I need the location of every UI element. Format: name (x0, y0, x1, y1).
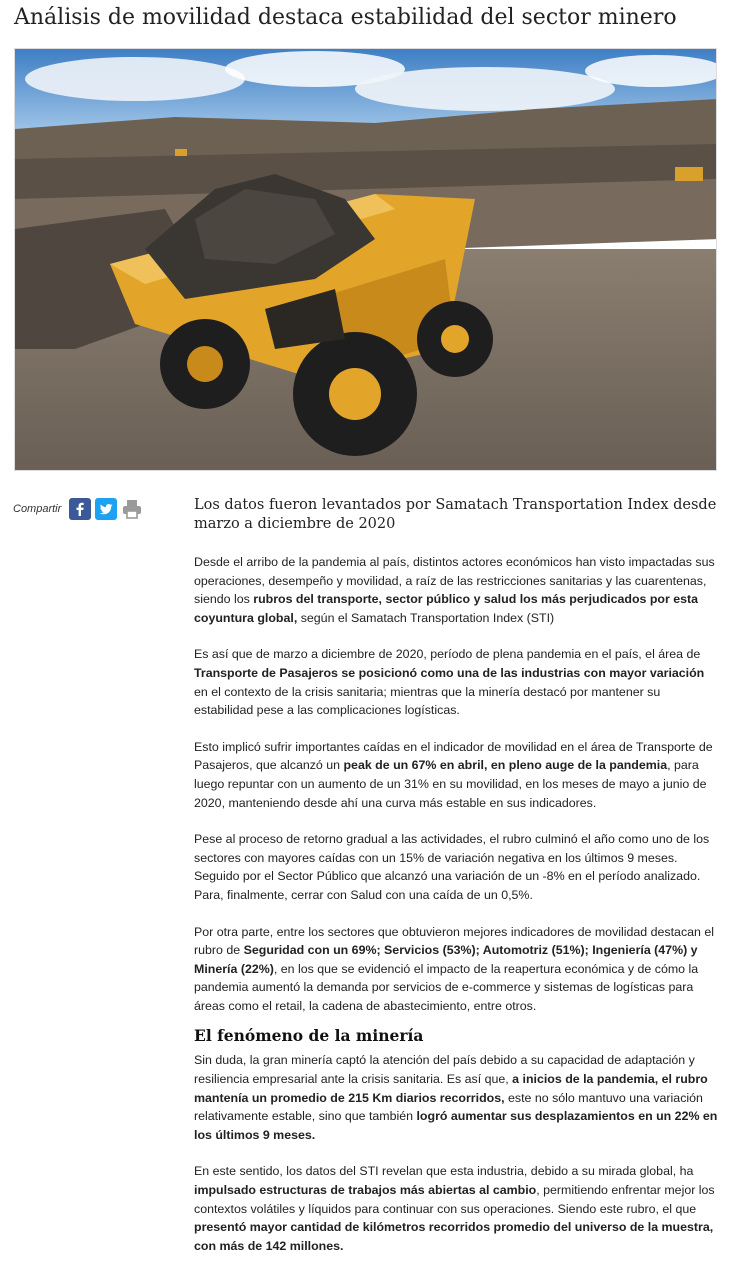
article-title: Análisis de movilidad destaca estabilidad del sector minero (14, 5, 677, 30)
section-heading: El fenómeno de la minería (194, 1026, 424, 1046)
share-label: Compartir (13, 503, 62, 515)
share-bar (13, 496, 143, 522)
facebook-icon[interactable] (69, 498, 91, 520)
print-icon[interactable] (121, 498, 143, 520)
paragraph-5: Por otra parte, entre los sectores que obtuvieron mejores indicadores de movilidad destacan el rubro de Seguridad con un 69%; Servicios (53%); Automotriz (51%); Ingeniería (47%) y Minería (22%), en los que se evidenció el impacto de la reapertura económica y de cómo la pandemia aumentó la demanda por servicios de e-commerce y sistemas de logísticas para áreas como el retail, la cadena de abastecimiento, entre otros. (194, 924, 715, 1013)
paragraph-3: Esto implicó sufrir importantes caídas en el indicador de movilidad en el área de Transporte de Pasajeros, que alcanzó un peak de un 67% en abril, en pleno auge de la pandemia, para luego repuntar con un aumento de un 31% en su movilidad, en los meses de mayo a junio de 2020, manteniendo desde ahí una curva más estable en sus indicadores. (194, 739, 713, 810)
hero-image-mining-truck (14, 48, 717, 471)
article-subtitle: Los datos fueron levantados por Samatach Transportation Index desde marzo a diciembre de 2020 (194, 497, 717, 532)
article-body (194, 496, 720, 1273)
paragraph-4: Pese al proceso de retorno gradual a las actividades, el rubro culminó el año como uno de los sectores con mayores caídas con un 15% de variación negativa en los últimos 9 meses. Seguido por el Sector Público que alcanzó una variación de un -8% en el período analizado. Para, finalmente, cerrar con Salud con una caída de un 0,5%. (194, 832, 710, 902)
twitter-icon[interactable] (95, 498, 117, 520)
paragraph-1: Desde el arribo de la pandemia al país, distintos actores económicos han visto impactadas sus operaciones, desempeño y movilidad, a raíz de las restricciones sanitarias y las cuarentenas, siendo los rubros del transporte, sector público y salud los más perjudicados por esta coyuntura global, según el Samatach Transportation Index (STI) (194, 555, 715, 625)
paragraph-6: Sin duda, la gran minería captó la atención del país debido a su capacidad de adaptación y resiliencia empresarial ante la crisis sanitaria. Es así que, a inicios de la pandemia, el rubro mantenía un promedio de 215 Km diarios recorridos, este no sólo mantuvo una variación relativamente estable, sino que también logró aumentar sus desplazamientos en un 22% en los últimos 9 meses. (194, 1053, 718, 1142)
paragraph-7: En este sentido, los datos del STI revelan que esta industria, debido a su mirada global, ha impulsado estructuras de trabajos más abiertas al cambio, permitiendo enfrentar mejor los contextos volátiles y líquidos para continuar con sus operaciones. Siendo este rubro, el que presentó mayor cantidad de kilómetros recorridos promedio del universo de la muestra, con más de 142 millones. (194, 1164, 715, 1253)
paragraph-2: Es así que de marzo a diciembre de 2020, período de plena pandemia en el país, el área de Transporte de Pasajeros se posicionó como una de las industrias con mayor variación en el contexto de la crisis sanitaria; mientras que la minería destacó por mantener su estabilidad pese a las complicaciones logísticas. (194, 647, 705, 718)
